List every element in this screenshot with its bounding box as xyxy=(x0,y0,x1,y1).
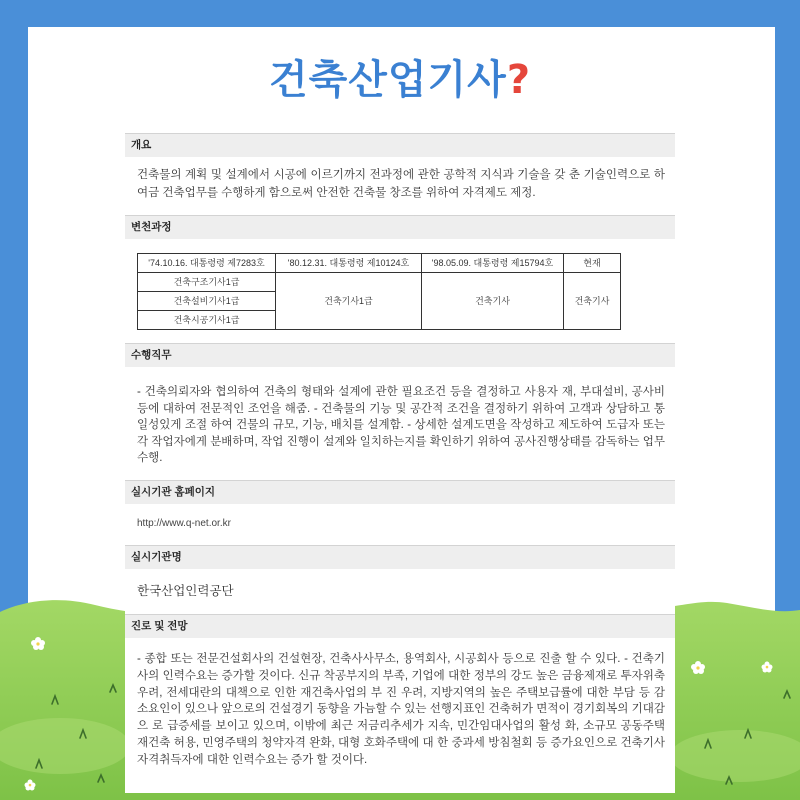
table-cell: 건축시공기사1급 xyxy=(138,311,276,330)
table-header-cell: '74.10.16. 대통령령 제7283호 xyxy=(138,254,276,273)
section-heading-homepage: 실시기관 홈페이지 xyxy=(125,480,675,504)
page-title xyxy=(0,48,800,112)
homepage-url: http://www.q-net.or.kr xyxy=(137,518,231,529)
overview-text: 건축물의 계획 및 설계에서 시공에 이르기까지 전과정에 관한 공학적 지식과 기술을 갖 춘 기술인력으로 하여금 건축업무를 수행하게 함으로써 안전한 건축물 창조를 위하여 자격제도 제정. xyxy=(137,169,665,199)
duties-text: - 건축의뢰자와 협의하여 건축의 형태와 설계에 관한 필요조건 등을 결정하고 사용자 재, 부대설비, 공사비 등에 대하여 전문적인 조언을 해줌. - 건축물의 기능 및 공간적 조건을 결정하기 위하여 고객과 상담하고 통일성있게 조절 하여 건물의 규모, 기능, 배치를 설계함. - 상세한 설계도면을 작성하고 제도하여 도급자 또는 각 작업자에게 분배하며, 작업 진행이 설계와 일치하는지를 확인하기 위하여 공사진행상태를 감독하는 업무 수행. xyxy=(137,386,665,464)
table-header-cell: '80.12.31. 대통령령 제10124호 xyxy=(276,254,422,273)
question-mark: ? xyxy=(506,57,532,103)
info-panel xyxy=(125,133,675,793)
table-merged-cell: 건축기사1급 xyxy=(276,273,422,330)
history-table xyxy=(137,253,621,330)
outlook-text: - 종합 또는 전문건설회사의 건설현장, 건축사사무소, 용역회사, 시공회사 등으로 진출 할 수 있다. - 건축기사의 인력수요는 증가할 것이다. 신규 착공부지의 부족, 기업에 대한 정부의 강도 높은 금융제재로 투자위축 우려, 전세대란의 대책으로 인한 재건축사업의 부 진 우려, 지방지역의 높은 주택보급률에 대한 부담 등 감소요인이 있으나 앞으로의 건설경기 동향을 가늠할 수 있는 선행지표인 건축허가 면적이 경기회복의 기대감으 로 급증세를 보이고 있으며, 이밖에 최근 저금리추세가 지속, 민간임대사업의 활성 화, 소규모 공동주택 재건축 허용, 민영주택의 청약자격 완화, 대형 호화주택에 대 한 중과세 방침철회 등 증가요인으로 건축기사 자격취득자에 대한 인력수요는 증가 할 것이다. xyxy=(137,653,665,766)
section-heading-agency: 실시기관명 xyxy=(125,545,675,569)
table-header-row xyxy=(138,254,621,273)
table-merged-cell: 건축기사 xyxy=(422,273,564,330)
agency-name: 한국산업인력공단 xyxy=(137,584,234,598)
table-cell: 건축구조기사1급 xyxy=(138,273,276,292)
section-heading-overview: 개요 xyxy=(125,133,675,157)
section-heading-outlook: 진로 및 전망 xyxy=(125,614,675,638)
history-section xyxy=(125,239,675,343)
section-heading-duties: 수행직무 xyxy=(125,343,675,367)
table-row xyxy=(138,273,621,292)
title-text: 건축산업기사 xyxy=(268,57,507,103)
table-header-cell: '98.05.09. 대통령령 제15794호 xyxy=(422,254,564,273)
table-header-cell: 현재 xyxy=(564,254,621,273)
table-merged-cell: 건축기사 xyxy=(564,273,621,330)
section-heading-history: 변천과정 xyxy=(125,215,675,239)
table-cell: 건축설비기사1급 xyxy=(138,292,276,311)
